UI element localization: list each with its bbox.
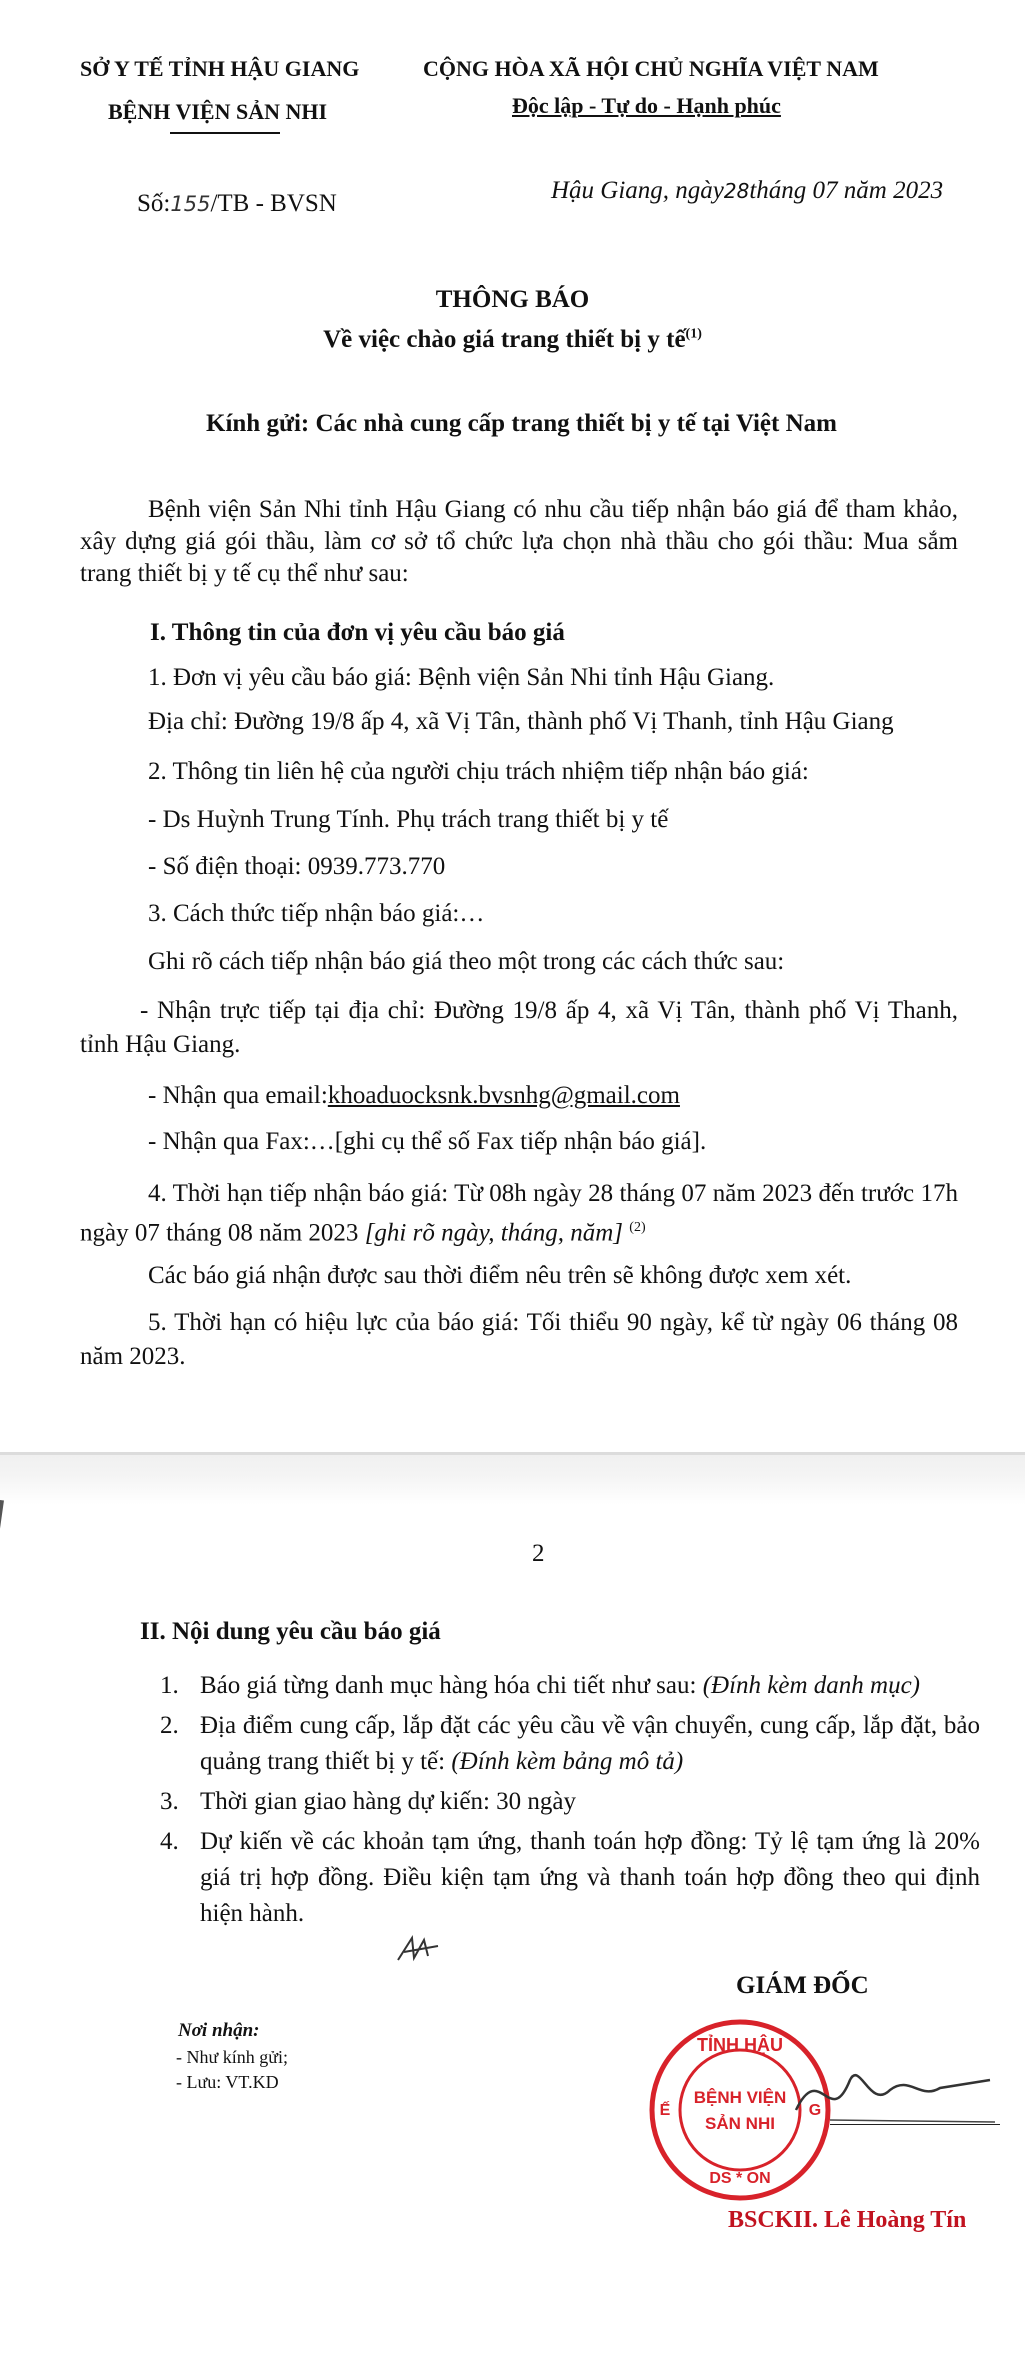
dept-name: SỞ Y TẾ TỈNH HẬU GIANG <box>80 56 360 81</box>
seal-mid-text-2: SẢN NHI <box>705 2114 775 2133</box>
page-number: 2 <box>532 1540 545 1567</box>
info-line-3: 2. Thông tin liên hệ của người chịu trách nhiệm tiếp nhận báo giá: <box>148 758 809 785</box>
signer-name: BSCKII. Lê Hoàng Tín <box>728 2207 967 2233</box>
hospital-underline <box>170 132 280 134</box>
nation-title: CỘNG HÒA XÃ HỘI CHỦ NGHĨA VIỆT NAM <box>423 56 879 81</box>
info-line-6: 3. Cách thức tiếp nhận báo giá:… <box>148 900 485 927</box>
list-item: 2. Địa điểm cung cấp, lắp đặt các yêu cầu về vận chuyển, cung cấp, lắp đặt, bảo quảng trang thiết bị y tế: (Đính kèm bảng mô tả) <box>160 1712 980 1775</box>
list-item: 3. Thời gian giao hàng dự kiến: 30 ngày <box>160 1788 577 1815</box>
doc-number: Số:155/TB - BVSN <box>137 190 337 217</box>
recipients-title: Nơi nhận: <box>178 2020 260 2041</box>
recipient-2: - Lưu: VT.KD <box>176 2072 279 2092</box>
email-link[interactable]: khoaduocksnk.bvsnhg@gmail.com <box>327 1082 680 1109</box>
info-line-8: - Nhận trực tiếp tại địa chỉ: Đường 19/8 ấp 4, xã Vị Tân, thành phố Vị Thanh, tỉnh Hậu Giang. <box>80 997 958 1058</box>
list-item: 1. Báo giá từng danh mục hàng hóa chi tiết như sau: (Đính kèm danh mục) <box>160 1672 920 1699</box>
section-2-heading: II. Nội dung yêu cầu báo giá <box>140 1618 441 1645</box>
handwritten-number: 155 <box>170 192 211 216</box>
doc-date: Hậu Giang, ngày28tháng 07 năm 2023 <box>551 177 944 204</box>
doc-title: THÔNG BÁO <box>435 286 590 313</box>
list-item: 4. Dự kiến về các khoản tạm ứng, thanh toán hợp đồng: Tỷ lệ tạm ứng là 20% giá trị hợp đồng. Điều kiện tạm ứng và thanh toán hợp đồng theo qui định hiện hành. <box>160 1828 980 1927</box>
seal-mid-text-1: BỆNH VIỆN <box>693 2088 787 2107</box>
seal-right-text: G <box>808 2102 822 2119</box>
hospital-name: BỆNH VIỆN SẢN NHI <box>108 99 328 124</box>
scan-margin-mark <box>0 1500 4 1580</box>
info-line-10: - Nhận qua Fax:…[ghi cụ thể số Fax tiếp nhận báo giá]. <box>148 1128 707 1155</box>
recipient-1: - Như kính gửi; <box>176 2047 289 2067</box>
info-line-9: - Nhận qua email:khoaduocksnk.bvsnhg@gmail.com <box>148 1082 680 1109</box>
signature <box>790 2050 1000 2140</box>
section-1-heading: I. Thông tin của đơn vị yêu cầu báo giá <box>150 619 565 646</box>
info-line-4: - Ds Huỳnh Trung Tính. Phụ trách trang thiết bị y tế <box>148 806 669 833</box>
page-break <box>0 1455 1025 1505</box>
signature-rule <box>830 2124 1000 2125</box>
seal-left-text: Ế <box>659 2102 671 2119</box>
info-line-2: Địa chỉ: Đường 19/8 ấp 4, xã Vị Tân, thành phố Vị Thanh, tỉnh Hậu Giang <box>148 708 894 735</box>
info-line-1: 1. Đơn vị yêu cầu báo giá: Bệnh viện Sản Nhi tỉnh Hậu Giang. <box>148 664 775 691</box>
motto: Độc lập - Tự do - Hạnh phúc <box>512 93 781 118</box>
initial-mark <box>394 1930 444 1970</box>
info-line-11: 4. Thời hạn tiếp nhận báo giá: Từ 08h ngày 28 tháng 07 năm 2023 đến trước 17h ngày 07 tháng 08 năm 2023 [ghi rõ ngày, tháng, năm] $^{(2)}$ <box>80 1180 958 1247</box>
info-line-7: Ghi rõ cách tiếp nhận báo giá theo một trong các cách thức sau: <box>148 948 785 975</box>
intro-paragraph: Bệnh viện Sản Nhi tỉnh Hậu Giang có nhu cầu tiếp nhận báo giá để tham khảo, xây dựng giá gói thầu, làm cơ sở tổ chức lựa chọn nhà thầu cho gói thầu: Mua sắm trang thiết bị y tế cụ thể như sau: <box>80 496 958 587</box>
director-title: GIÁM ĐỐC <box>736 1972 869 1999</box>
info-line-12: Các báo giá nhận được sau thời điểm nêu trên sẽ không được xem xét. <box>148 1262 852 1289</box>
handwritten-day: 28 <box>723 179 750 203</box>
info-line-13: 5. Thời hạn có hiệu lực của báo giá: Tối thiểu 90 ngày, kể từ ngày 06 tháng 08 năm 2023. <box>80 1309 958 1370</box>
seal-top-text: TỈNH HẬU <box>697 2035 783 2055</box>
doc-subtitle: Về việc chào giá trang thiết bị y tế$^{(1)}$ <box>323 326 702 353</box>
requirements-list <box>160 1668 980 1932</box>
seal-bottom-text: DS * ON <box>709 2170 771 2187</box>
info-line-5: - Số điện thoại: 0939.773.770 <box>148 853 446 880</box>
greeting: Kính gửi: Các nhà cung cấp trang thiết bị y tế tại Việt Nam <box>206 410 837 437</box>
